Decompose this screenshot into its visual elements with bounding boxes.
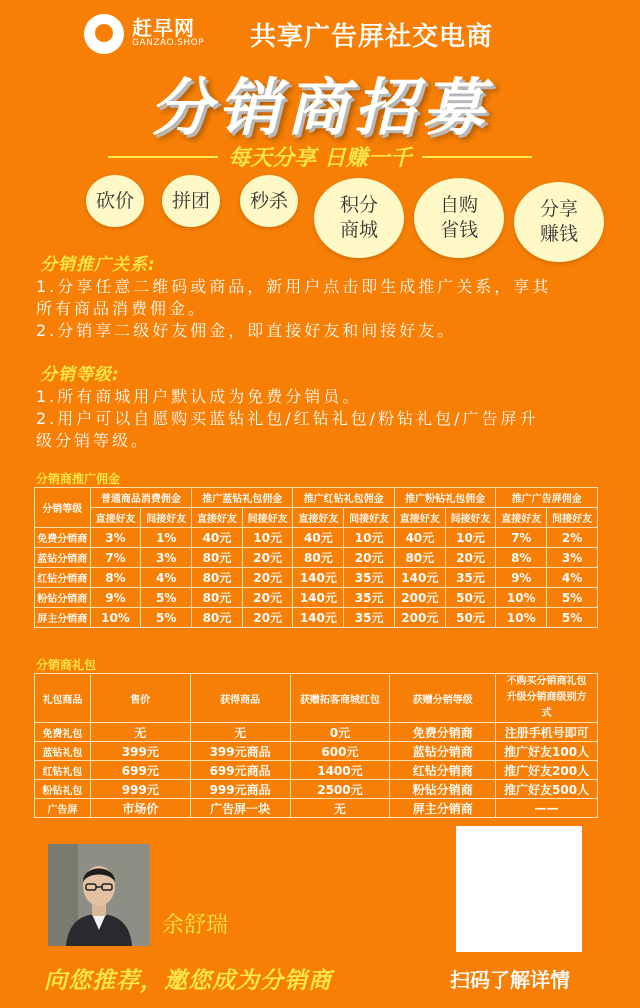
table-cell: 免费礼包	[35, 723, 91, 742]
table-row	[35, 780, 598, 799]
gift-table	[34, 673, 598, 818]
text-line: 1.所有商城用户默认成为免费分销员。	[36, 387, 362, 406]
qr-code	[456, 826, 582, 952]
hero-title: 分销商招募	[149, 71, 490, 144]
table-header: 获赠分销等级	[390, 674, 496, 723]
table-cell: ——	[496, 799, 598, 818]
text-line: 2.分销享二级好友佣金，即直接好友和间接好友。	[36, 321, 457, 340]
section-relation-body	[36, 276, 616, 342]
table-cell: 无	[190, 723, 290, 742]
logo-icon	[84, 14, 124, 54]
table-cell: 3%	[90, 528, 141, 548]
table-cell: 3%	[547, 548, 598, 568]
table-cell: 20元	[445, 548, 496, 568]
bubble-points-mall: 积分商城	[314, 178, 404, 258]
table-cell: 20元	[242, 608, 293, 628]
commission-table	[34, 487, 598, 628]
table-cell: 80元	[293, 548, 344, 568]
table-row	[35, 742, 598, 761]
table-cell: 粉钻分销商	[390, 780, 496, 799]
table-header: 推广红钻礼包佣金	[293, 488, 394, 508]
table-header: 获赠拓客商城红包	[290, 674, 390, 723]
table-header: 售价	[90, 674, 190, 723]
table-cell: 免费分销商	[390, 723, 496, 742]
table-header: 直接好友	[90, 508, 141, 528]
brand-name: 赶早网	[132, 16, 195, 40]
table-cell: 50元	[445, 588, 496, 608]
table-cell: 399元	[90, 742, 190, 761]
section-relation-title: 分销推广关系:	[40, 255, 156, 275]
table-cell: 7%	[90, 548, 141, 568]
table-cell: 粉钻分销商	[35, 588, 91, 608]
table-header: 普通商品消费佣金	[90, 488, 192, 508]
table-cell: 4%	[141, 568, 192, 588]
table-header: 分销等级	[35, 488, 91, 528]
table-cell: 10元	[344, 528, 395, 548]
text-line: 所有商品消费佣金。	[36, 299, 208, 318]
table-cell: 40元	[394, 528, 445, 548]
table-cell: 红钻礼包	[35, 761, 91, 780]
commission-table-title: 分销商推广佣金	[36, 472, 121, 486]
table-cell: 200元	[394, 608, 445, 628]
table-cell: 10元	[242, 528, 293, 548]
table-row	[35, 548, 598, 568]
table-cell: 10%	[90, 608, 141, 628]
table-row	[35, 588, 598, 608]
bubble-bargain: 砍价	[86, 175, 144, 227]
table-cell: 红钻分销商	[390, 761, 496, 780]
table-header: 推广蓝钻礼包佣金	[192, 488, 293, 508]
table-cell: 无	[90, 723, 190, 742]
table-cell: 20元	[242, 548, 293, 568]
table-cell: 20元	[242, 568, 293, 588]
table-cell: 9%	[90, 588, 141, 608]
table-header: 间接好友	[547, 508, 598, 528]
table-cell: 推广好友200人	[496, 761, 598, 780]
table-row	[35, 799, 598, 818]
table-cell: 红钻分销商	[35, 568, 91, 588]
table-cell: 200元	[394, 588, 445, 608]
table-cell: 699元商品	[190, 761, 290, 780]
table-cell: 80元	[192, 568, 243, 588]
table-header-row	[35, 488, 598, 508]
slogan: 每天分享 日赚一千	[228, 146, 412, 171]
table-cell: 5%	[547, 588, 598, 608]
table-cell: 600元	[290, 742, 390, 761]
table-cell: 999元	[90, 780, 190, 799]
table-cell: 7%	[496, 528, 547, 548]
table-cell: 40元	[192, 528, 243, 548]
cta-left: 向您推荐，邀您成为分销商	[44, 968, 332, 994]
table-cell: 广告屏	[35, 799, 91, 818]
table-header: 推广广告屏佣金	[496, 488, 598, 508]
bubble-flash-sale: 秒杀	[240, 175, 298, 227]
table-row	[35, 528, 598, 548]
table-cell: 10%	[496, 608, 547, 628]
table-cell: 80元	[394, 548, 445, 568]
table-cell: 2500元	[290, 780, 390, 799]
table-cell: 50元	[445, 608, 496, 628]
table-cell: 80元	[192, 588, 243, 608]
table-cell: 20元	[344, 548, 395, 568]
text-line: 级分销等级。	[36, 431, 151, 450]
table-cell: 粉钻礼包	[35, 780, 91, 799]
table-cell: 广告屏一块	[190, 799, 290, 818]
table-cell: 140元	[293, 608, 344, 628]
table-cell: 999元商品	[190, 780, 290, 799]
table-cell: 1%	[141, 528, 192, 548]
table-row	[35, 723, 598, 742]
table-cell: 屏主分销商	[390, 799, 496, 818]
table-cell: 140元	[293, 568, 344, 588]
table-header: 获得商品	[190, 674, 290, 723]
text-line: 2.用户可以自愿购买蓝钻礼包/红钻礼包/粉钻礼包/广告屏升	[36, 409, 539, 428]
table-cell: 140元	[293, 588, 344, 608]
table-cell: 8%	[496, 548, 547, 568]
gift-table-title: 分销商礼包	[36, 658, 97, 672]
table-cell: 屏主分销商	[35, 608, 91, 628]
table-row	[35, 568, 598, 588]
table-cell: 4%	[547, 568, 598, 588]
table-cell: 10%	[496, 588, 547, 608]
table-header: 间接好友	[242, 508, 293, 528]
brand-domain: GANZAO.SHOP	[132, 38, 205, 48]
table-cell: 80元	[192, 608, 243, 628]
table-cell: 3%	[141, 548, 192, 568]
table-header: 直接好友	[394, 508, 445, 528]
bubble-group-buy: 拼团	[162, 175, 220, 227]
table-cell: 蓝钻分销商	[35, 548, 91, 568]
section-level-title: 分销等级:	[40, 365, 120, 385]
table-cell: 35元	[344, 608, 395, 628]
table-cell: 注册手机号即可	[496, 723, 598, 742]
table-cell: 35元	[445, 568, 496, 588]
table-header: 直接好友	[192, 508, 243, 528]
table-cell: 80元	[192, 548, 243, 568]
table-cell: 40元	[293, 528, 344, 548]
table-cell: 5%	[141, 608, 192, 628]
table-cell: 5%	[547, 608, 598, 628]
table-header: 礼包商品	[35, 674, 91, 723]
section-level-body	[36, 386, 616, 452]
table-cell: 1400元	[290, 761, 390, 780]
bubble-self-buy: 自购省钱	[414, 178, 504, 258]
table-cell: 20元	[242, 588, 293, 608]
table-cell: 推广好友100人	[496, 742, 598, 761]
table-cell: 5%	[141, 588, 192, 608]
table-cell: 35元	[344, 588, 395, 608]
table-cell: 699元	[90, 761, 190, 780]
table-subheader-row	[35, 508, 598, 528]
table-cell: 140元	[394, 568, 445, 588]
table-header: 不购买分销商礼包升级分销商级别方式	[496, 674, 598, 723]
table-cell: 推广好友500人	[496, 780, 598, 799]
table-header: 间接好友	[141, 508, 192, 528]
table-cell: 399元商品	[190, 742, 290, 761]
tagline: 共享广告屏社交电商	[250, 22, 494, 52]
person-photo-icon	[48, 844, 150, 946]
table-header: 间接好友	[344, 508, 395, 528]
table-row	[35, 761, 598, 780]
table-header: 推广粉钻礼包佣金	[394, 488, 495, 508]
table-cell: 9%	[496, 568, 547, 588]
cta-right: 扫码了解详情	[450, 968, 570, 992]
avatar	[48, 844, 150, 946]
bubble-share-earn: 分享赚钱	[514, 182, 604, 262]
table-cell: 2%	[547, 528, 598, 548]
table-cell: 蓝钻礼包	[35, 742, 91, 761]
table-header: 直接好友	[293, 508, 344, 528]
table-cell: 无	[290, 799, 390, 818]
table-row	[35, 608, 598, 628]
table-cell: 35元	[344, 568, 395, 588]
table-cell: 市场价	[90, 799, 190, 818]
table-cell: 蓝钻分销商	[390, 742, 496, 761]
table-cell: 10元	[445, 528, 496, 548]
table-cell: 8%	[90, 568, 141, 588]
table-header: 直接好友	[496, 508, 547, 528]
table-header-row	[35, 674, 598, 723]
table-cell: 0元	[290, 723, 390, 742]
person-name: 余舒瑞	[162, 913, 229, 938]
table-header: 间接好友	[445, 508, 496, 528]
text-line: 1.分享任意二维码或商品，新用户点击即生成推广关系，享其	[36, 277, 552, 296]
table-cell: 免费分销商	[35, 528, 91, 548]
